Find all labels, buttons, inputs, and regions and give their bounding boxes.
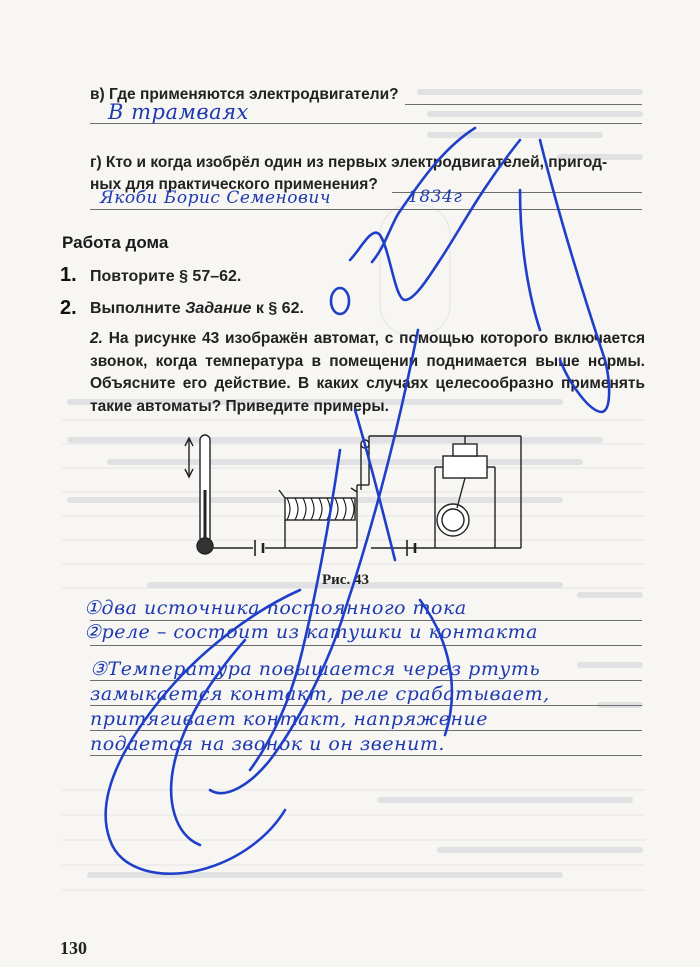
answer-line — [90, 209, 642, 210]
answer-line — [90, 755, 642, 756]
task-number: 2. — [90, 330, 103, 347]
answer-line — [90, 705, 642, 706]
handwritten-line-2: ②реле – состоит из катушки и контакта — [84, 621, 538, 643]
handwritten-answer-g-year: 1834г — [408, 187, 463, 207]
figure-caption: Рис. 43 — [322, 572, 369, 588]
answer-line — [405, 104, 642, 105]
handwritten-line-4: замыкается контакт, реле срабатывает, — [90, 683, 550, 705]
handwritten-line-1: ①два источника постоянного тока — [84, 597, 467, 619]
figure-43-circuit — [175, 430, 525, 565]
item-text-2-prefix: Выполните — [90, 300, 186, 317]
handwritten-line-3: ③Температура повышается через ртуть — [90, 658, 541, 680]
item-text-1: Повторите § 57–62. — [90, 268, 242, 285]
handwritten-line-6: подается на звонок и он звенит. — [90, 733, 445, 755]
task-text — [90, 328, 645, 418]
page-number: 130 — [60, 938, 87, 958]
item-text-2-emph: Задание — [185, 300, 252, 317]
item-text-2 — [90, 300, 304, 318]
handwritten-answer-v: В трамваях — [108, 100, 249, 124]
answer-line — [90, 645, 642, 646]
task-body: На рисунке 43 изображён автомат, с помощью которого включается звонок, когда температура в помещении поднимается выше нормы. Объясните его действие. В каких случаях целесообразно применять такие автоматы? Приведите примеры. — [90, 330, 645, 415]
question-g-line1: г) Кто и когда изобрёл один из первых электродвигателей, пригод- — [90, 154, 608, 171]
item-text-2-suffix: к § 62. — [251, 300, 304, 317]
question-v: в) Где применяются электродвигатели? — [90, 86, 399, 103]
question-g-line2: ных для практического применения? — [90, 176, 378, 193]
handwritten-answer-g-name: Якоби Борис Семенович — [100, 188, 331, 208]
section-heading: Работа дома — [62, 233, 169, 252]
item-number-2: 2. — [60, 297, 77, 319]
answer-line — [90, 680, 642, 681]
answer-line — [90, 730, 642, 731]
handwritten-line-5: притягивает контакт, напряжение — [90, 708, 489, 730]
item-number-1: 1. — [60, 264, 77, 286]
